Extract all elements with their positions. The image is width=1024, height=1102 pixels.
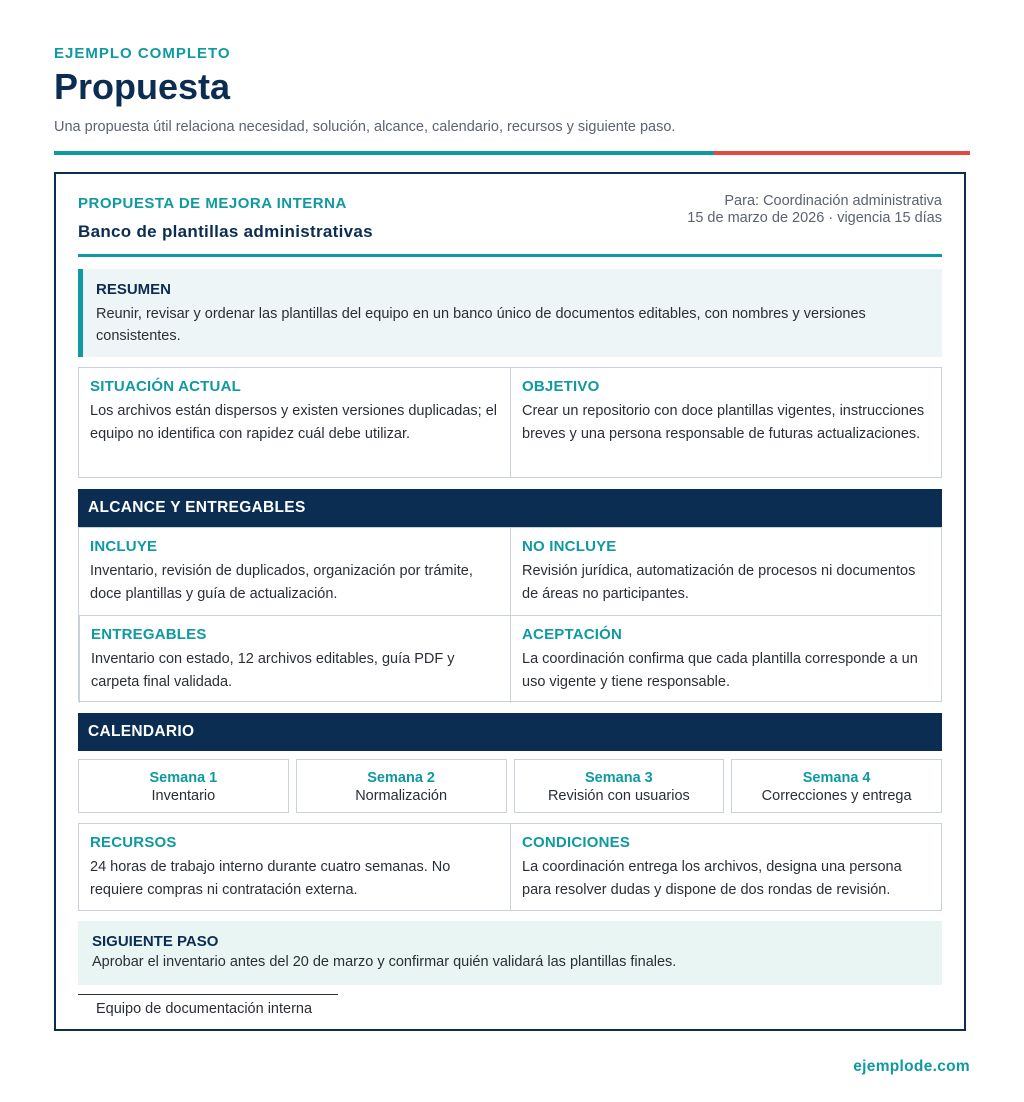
objective-text: Crear un repositorio con doce plantillas vigentes, instrucciones breves y una persona responsable de futuras actualizaciones.: [522, 403, 925, 442]
acceptance-text: La coordinación confirma que cada plantilla corresponde a un uso vigente y tiene responsable.: [522, 651, 918, 690]
summary-text: Reunir, revisar y ordenar las plantillas del equipo en un banco único de documentos editables, con nombres y versiones consistentes.: [96, 306, 866, 344]
page-title: Propuesta: [54, 66, 231, 107]
signature-text: Equipo de documentación interna: [96, 1001, 313, 1017]
situation-text: Los archivos están dispersos y existen versiones duplicadas; el equipo no identifica con rapidez cuál debe utilizar.: [90, 403, 498, 442]
next-step-text: Aprobar el inventario antes del 20 de marzo y confirmar quién validará las plantillas finales.: [92, 954, 677, 970]
document-title: Banco de plantillas administrativas: [78, 222, 373, 241]
week-label: Semana 3: [585, 770, 653, 786]
proposal-document: [54, 172, 966, 1031]
page-kicker: EJEMPLO COMPLETO: [54, 45, 231, 62]
summary-heading: RESUMEN: [96, 281, 172, 298]
acceptance-cell: [510, 615, 941, 703]
week-label: Semana 4: [802, 770, 871, 786]
deliverables-heading: ENTREGABLES: [91, 626, 207, 643]
conditions-cell: [510, 824, 941, 910]
conditions-text: La coordinación entrega los archivos, designa una persona para resolver dudas y dispone de dos rondas de revisión.: [522, 859, 902, 898]
calendar-band: CALENDARIO: [78, 713, 942, 751]
document-header: [78, 174, 942, 257]
scope-band: ALCANCE Y ENTREGABLES: [78, 489, 942, 527]
next-step-box: [78, 921, 942, 985]
document-content: [78, 174, 942, 1017]
footer-brand: ejemplode.com: [853, 1058, 970, 1075]
resources-cell: [79, 824, 510, 910]
acceptance-heading: ACEPTACIÓN: [522, 626, 623, 643]
excludes-heading: NO INCLUYE: [522, 538, 617, 555]
excludes-text: Revisión jurídica, automatización de procesos ni documentos de áreas no participantes.: [522, 563, 916, 602]
document-kicker: PROPUESTA DE MEJORA INTERNA: [78, 195, 347, 212]
resources-conditions-grid: [78, 823, 942, 911]
meta-date: 15 de marzo de 2026 · vigencia 15 días: [687, 210, 942, 226]
includes-text: Inventario, revisión de duplicados, organización por trámite, doce plantillas y guía de actualización.: [90, 563, 473, 602]
week-label: Semana 1: [149, 770, 218, 786]
week-card: [731, 759, 942, 813]
objective-cell: [510, 368, 941, 477]
objective-heading: OBJETIVO: [522, 378, 600, 395]
week-task: Normalización: [355, 788, 448, 804]
calendar-weeks: [78, 759, 942, 813]
meta-recipient: Para: Coordinación administrativa: [724, 193, 942, 209]
week-task: Inventario: [151, 788, 216, 804]
situation-heading: SITUACIÓN ACTUAL: [90, 378, 241, 395]
week-task: Correcciones y entrega: [761, 788, 912, 804]
resources-heading: RECURSOS: [90, 834, 177, 851]
page-subtitle: Una propuesta útil relaciona necesidad, solución, alcance, calendario, recursos y siguiente paso.: [54, 119, 676, 135]
divider-red-segment: [714, 151, 970, 155]
includes-heading: INCLUYE: [90, 538, 158, 555]
header-divider: [54, 151, 970, 155]
week-label: Semana 2: [367, 770, 435, 786]
document-meta: [687, 193, 942, 227]
summary-box: [78, 269, 942, 357]
next-step-heading: SIGUIENTE PASO: [92, 933, 219, 950]
week-card: [296, 759, 507, 813]
situation-objective-grid: [78, 367, 942, 478]
divider-teal-segment: [54, 151, 714, 155]
includes-cell: [79, 528, 510, 615]
deliverables-text: Inventario con estado, 12 archivos editables, guía PDF y carpeta final validada.: [91, 651, 455, 690]
week-card: [78, 759, 289, 813]
signature-line: [78, 994, 338, 1017]
week-card: [514, 759, 725, 813]
situation-cell: [79, 368, 510, 477]
conditions-heading: CONDICIONES: [522, 834, 631, 851]
excludes-cell: [510, 528, 941, 615]
resources-text: 24 horas de trabajo interno durante cuatro semanas. No requiere compras ni contratación externa.: [90, 859, 451, 898]
deliverables-cell: [79, 615, 510, 703]
week-task: Revisión con usuarios: [547, 788, 690, 804]
scope-grid: [78, 527, 942, 702]
